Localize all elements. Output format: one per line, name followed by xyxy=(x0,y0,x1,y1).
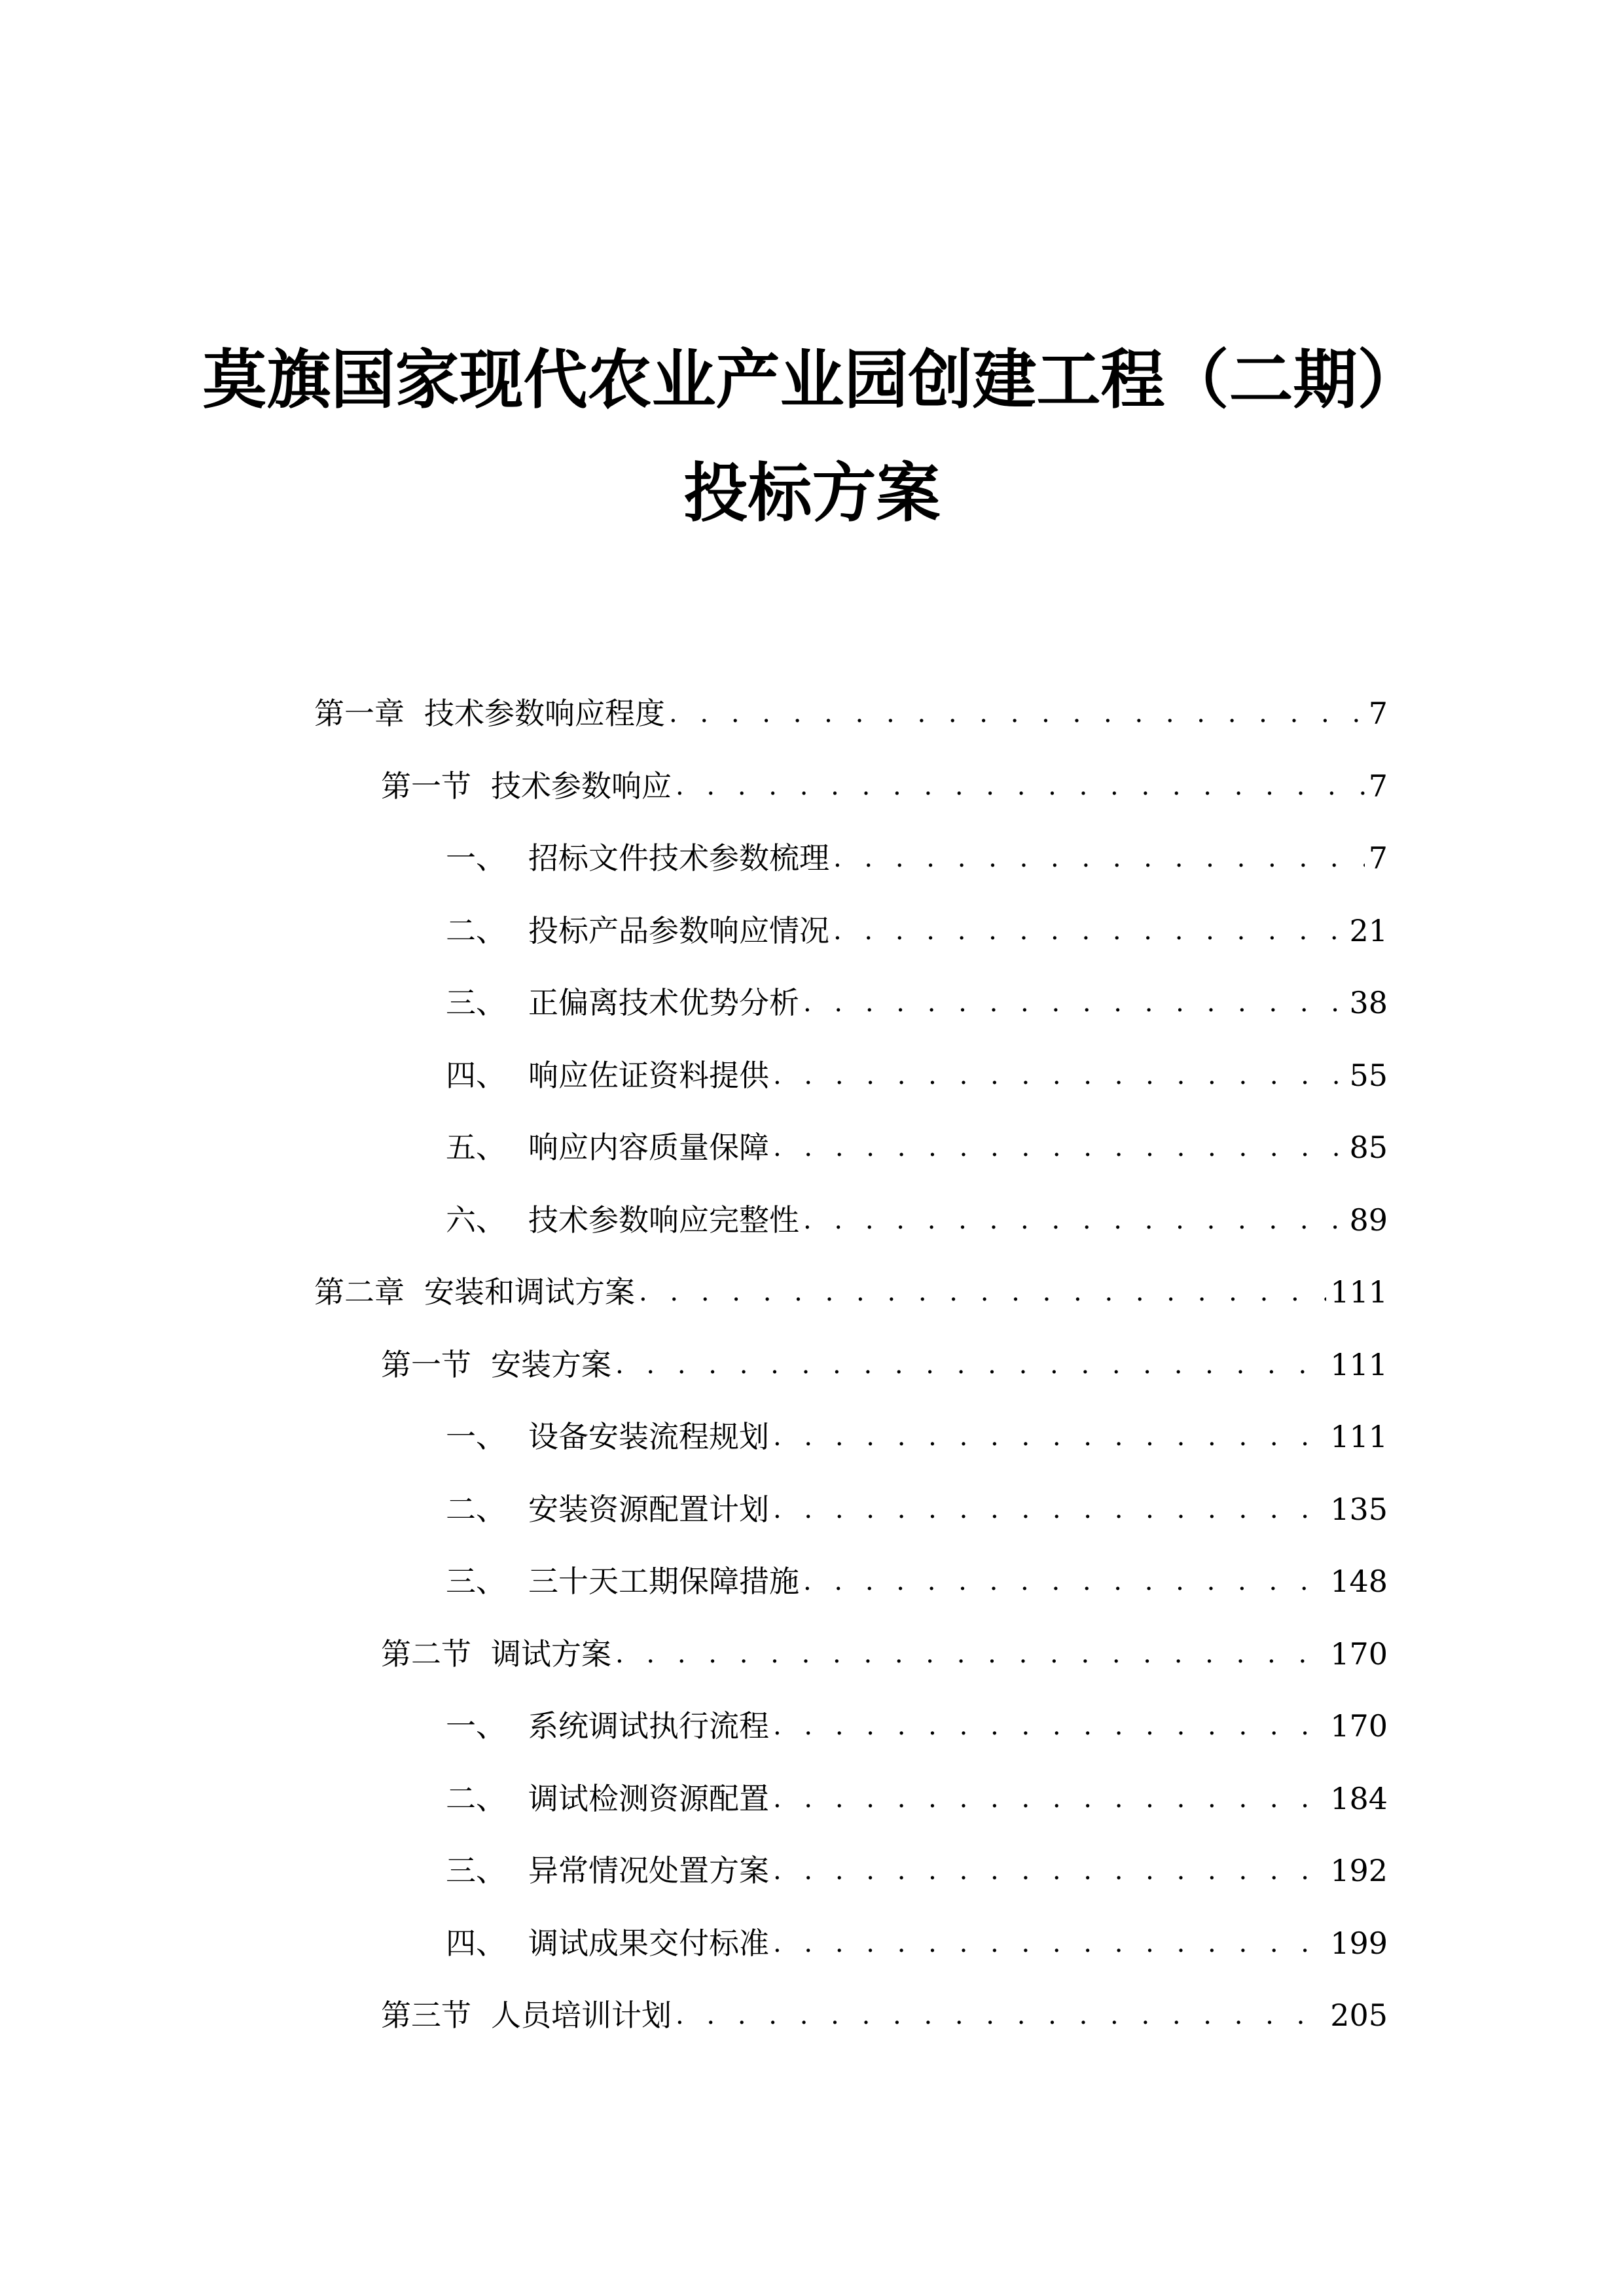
toc-entry-number: 三、 xyxy=(446,985,506,1020)
toc-entry[interactable] xyxy=(381,1634,1388,1674)
toc-entry[interactable] xyxy=(446,1417,1388,1456)
toc-entry[interactable] xyxy=(446,911,1388,950)
toc-entry-label: 响应内容质量保障 xyxy=(528,1130,769,1165)
toc-page-number: 170 xyxy=(1330,1708,1388,1744)
toc-dot-leader xyxy=(773,1417,1326,1456)
toc-page-number: 199 xyxy=(1330,1925,1388,1961)
toc-entry-label: 三十天工期保障措施 xyxy=(528,1564,799,1599)
toc-page-number: 111 xyxy=(1330,1346,1388,1382)
toc-entry-number: 一、 xyxy=(446,840,506,876)
toc-dot-leader xyxy=(803,983,1345,1022)
toc-entry-label: 安装和调试方案 xyxy=(424,1274,635,1310)
toc-entry-number: 三、 xyxy=(446,1564,506,1599)
toc-entry-label: 响应佐证资料提供 xyxy=(528,1057,769,1093)
toc-entry-number: 第三节 xyxy=(381,1998,471,2033)
toc-dot-leader xyxy=(803,1562,1326,1601)
toc-page-number: 7 xyxy=(1368,696,1388,731)
toc-page-number: 85 xyxy=(1349,1130,1388,1165)
toc-entry-number: 一、 xyxy=(446,1419,506,1454)
toc-dot-leader xyxy=(676,766,1365,806)
toc-entry[interactable] xyxy=(446,1200,1388,1240)
toc-dot-leader xyxy=(676,1996,1326,2035)
toc-entry[interactable] xyxy=(446,1128,1388,1167)
toc-entry-number: 二、 xyxy=(446,1491,506,1527)
toc-page-number: 55 xyxy=(1349,1057,1388,1093)
toc-page-number: 170 xyxy=(1330,1636,1388,1672)
toc-dot-leader xyxy=(773,1779,1326,1818)
toc-entry-label: 技术参数响应完整性 xyxy=(528,1202,799,1238)
toc-page-number: 7 xyxy=(1368,840,1388,876)
toc-entry[interactable] xyxy=(446,1490,1388,1529)
toc-dot-leader xyxy=(615,1345,1326,1384)
toc-entry-label: 调试成果交付标准 xyxy=(528,1925,769,1961)
toc-entry-label: 设备安装流程规划 xyxy=(528,1419,769,1454)
toc-dot-leader xyxy=(833,838,1365,878)
toc-dot-leader xyxy=(773,1924,1326,1963)
toc-entry[interactable] xyxy=(446,1706,1388,1746)
toc-page-number: 184 xyxy=(1330,1780,1388,1816)
toc-entry[interactable] xyxy=(381,766,1388,806)
toc-entry-number: 第二章 xyxy=(314,1274,405,1310)
toc-dot-leader xyxy=(803,1200,1345,1240)
toc-entry-label: 人员培训计划 xyxy=(491,1998,672,2033)
toc-page-number: 7 xyxy=(1368,768,1388,804)
toc-page-number: 111 xyxy=(1330,1419,1388,1454)
toc-entry[interactable] xyxy=(446,1779,1388,1818)
toc-page-number: 89 xyxy=(1349,1202,1388,1238)
toc-page-number: 205 xyxy=(1330,1998,1388,2033)
toc-entry-label: 调试检测资源配置 xyxy=(528,1780,769,1816)
toc-dot-leader xyxy=(773,1706,1326,1746)
toc-entry-number: 四、 xyxy=(446,1925,506,1961)
toc-entry[interactable] xyxy=(446,1924,1388,1963)
toc-entry-label: 系统调试执行流程 xyxy=(528,1708,769,1744)
toc-page-number: 192 xyxy=(1330,1853,1388,1888)
toc-entry-number: 一、 xyxy=(446,1708,506,1744)
toc-entry-label: 安装资源配置计划 xyxy=(528,1491,769,1527)
toc-entry[interactable] xyxy=(446,983,1388,1022)
toc-dot-leader xyxy=(773,1056,1345,1095)
toc-entry[interactable] xyxy=(446,1056,1388,1095)
toc-entry-number: 第一节 xyxy=(381,1346,471,1382)
toc-dot-leader xyxy=(639,1272,1326,1312)
toc-entry[interactable] xyxy=(381,1996,1388,2035)
toc-entry-label: 投标产品参数响应情况 xyxy=(528,912,829,948)
toc-entry-label: 正偏离技术优势分析 xyxy=(528,985,799,1020)
toc-dot-leader xyxy=(773,1490,1326,1529)
toc-page-number: 21 xyxy=(1349,912,1388,948)
toc-entry[interactable] xyxy=(381,1345,1388,1384)
toc-entry-label: 异常情况处置方案 xyxy=(528,1853,769,1888)
toc-entry-number: 六、 xyxy=(446,1202,506,1238)
toc-entry[interactable] xyxy=(446,1851,1388,1890)
toc-page-number: 111 xyxy=(1330,1274,1388,1310)
toc-dot-leader xyxy=(669,694,1365,733)
toc-entry-number: 三、 xyxy=(446,1853,506,1888)
toc-dot-leader xyxy=(773,1128,1345,1167)
toc-page-number: 148 xyxy=(1330,1564,1388,1599)
toc-entry-label: 招标文件技术参数梳理 xyxy=(528,840,829,876)
toc-entry[interactable] xyxy=(446,1562,1388,1601)
toc-entry[interactable] xyxy=(314,694,1388,733)
toc-entry-number: 第一章 xyxy=(314,696,405,731)
document-title: 莫旗国家现代农业产业园创建工程（二期） xyxy=(202,343,1422,418)
toc-entry-number: 第二节 xyxy=(381,1636,471,1672)
toc-entry-label: 安装方案 xyxy=(491,1346,611,1382)
toc-entry-label: 技术参数响应 xyxy=(491,768,672,804)
toc-dot-leader xyxy=(615,1634,1326,1674)
toc-entry[interactable] xyxy=(446,838,1388,878)
toc-entry-number: 四、 xyxy=(446,1057,506,1093)
toc-page-number: 38 xyxy=(1349,985,1388,1020)
toc-dot-leader xyxy=(773,1851,1326,1890)
toc-entry-label: 调试方案 xyxy=(491,1636,611,1672)
toc-entry-number: 二、 xyxy=(446,1780,506,1816)
toc-entry-number: 五、 xyxy=(446,1130,506,1165)
toc-entry[interactable] xyxy=(314,1272,1388,1312)
toc-entry-number: 第一节 xyxy=(381,768,471,804)
document-subtitle: 投标方案 xyxy=(683,456,941,531)
toc-dot-leader xyxy=(833,911,1345,950)
toc-entry-label: 技术参数响应程度 xyxy=(424,696,665,731)
toc-page-number: 135 xyxy=(1330,1491,1388,1527)
toc-entry-number: 二、 xyxy=(446,912,506,948)
